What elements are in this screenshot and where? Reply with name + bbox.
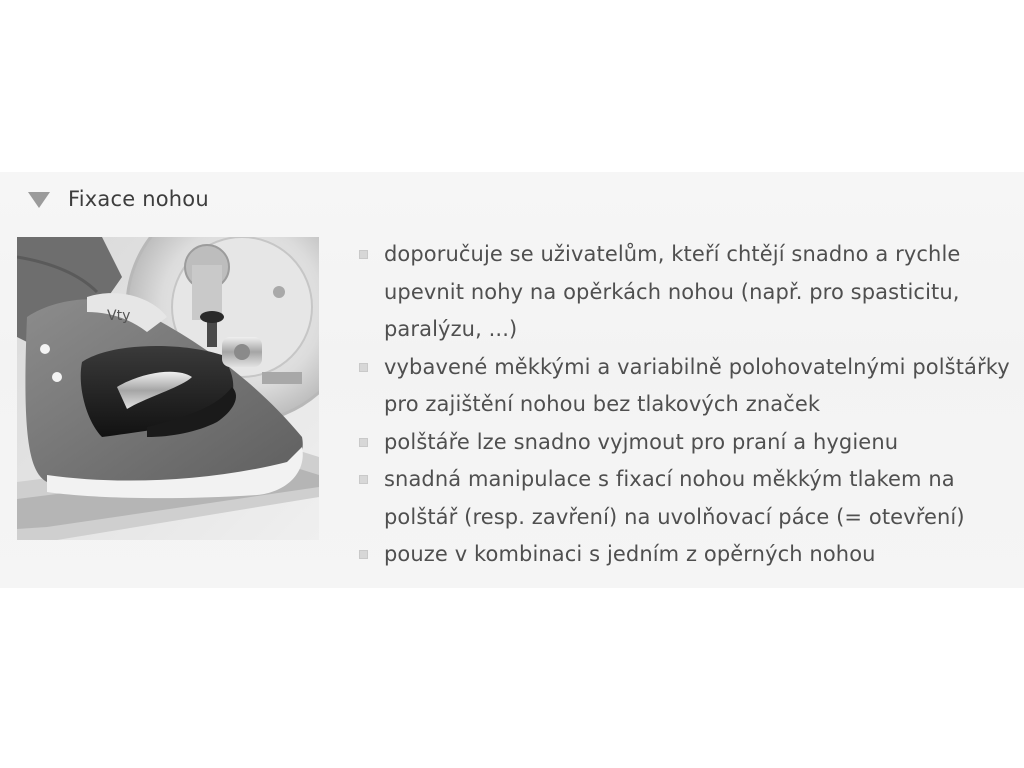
list-item-line: pouze v kombinaci s jedním z opěrných nohou	[384, 542, 876, 566]
svg-text:Vty: Vty	[107, 308, 131, 324]
list-item-line: doporučuje se uživatelům, kteří chtějí snadno a rychle	[384, 242, 961, 266]
section-toggle[interactable]	[28, 184, 209, 214]
list-item-line: pro zajištění nohou bez tlakových značek	[384, 392, 821, 416]
list-item-line: upevnit nohy na opěrkách nohou (např. pro spasticitu,	[384, 279, 960, 304]
list-item-line: paralýzu, ...)	[384, 317, 518, 341]
list-item	[358, 536, 1008, 574]
list-item	[358, 461, 1008, 536]
list-item-line: polštáře lze snadno vyjmout pro praní a hygienu	[384, 429, 899, 454]
bullet-square-icon	[359, 250, 368, 259]
section-title: Fixace nohou	[68, 187, 209, 211]
bullet-square-icon	[359, 438, 368, 447]
product-photo	[17, 237, 319, 540]
triangle-down-icon[interactable]	[28, 192, 50, 208]
feature-list	[358, 236, 1008, 574]
list-item-line: vybavené měkkými a variabilně polohovatelnými polštářky	[384, 354, 1010, 379]
bullet-square-icon	[359, 475, 368, 484]
list-item-line: polštář (resp. zavření) na uvolňovací páce (= otevření)	[384, 504, 965, 529]
list-item-line: snadná manipulace s fixací nohou měkkým tlakem na	[384, 467, 955, 491]
list-item	[358, 424, 1008, 462]
list-item	[358, 349, 1008, 424]
bullet-square-icon	[359, 363, 368, 372]
foot-fixation-photo	[17, 237, 319, 540]
bullet-square-icon	[359, 550, 368, 559]
list-item	[358, 236, 1008, 349]
